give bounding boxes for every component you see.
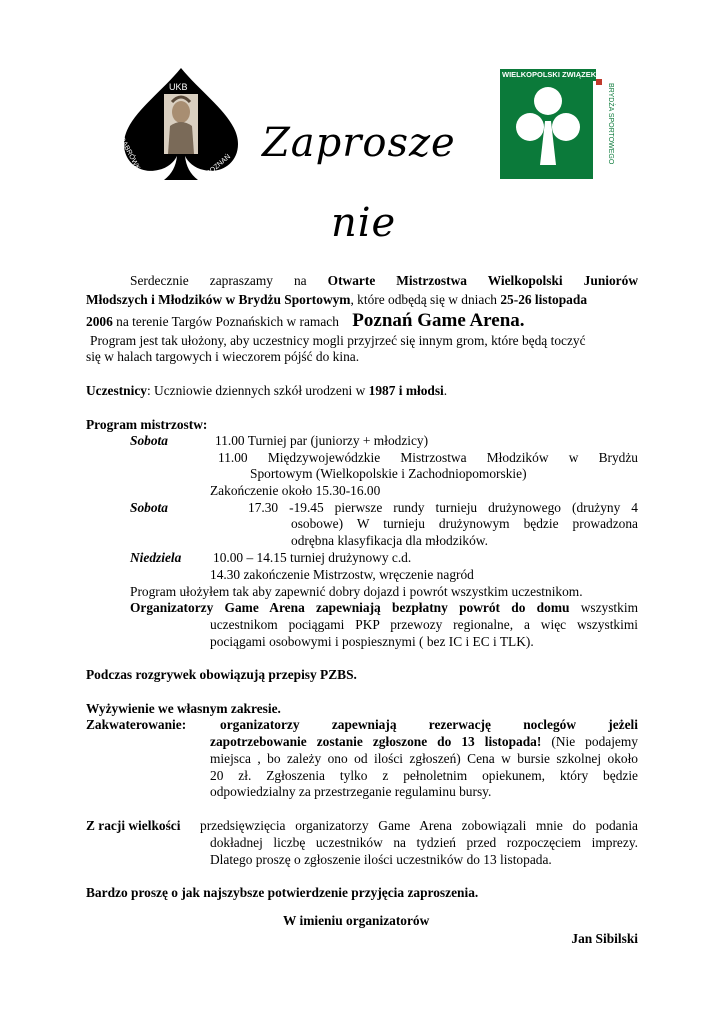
program-heading: Program mistrzostw: <box>86 417 208 432</box>
lodging-line-5: odpowiedzialny za przestrzeganie regulaminu bursy. <box>210 784 492 799</box>
ukb-logo-right-text: POZNAŃ <box>205 153 233 178</box>
program-day-2: Sobota <box>130 500 168 515</box>
scale-line-3: Dlatego proszę o zgłoszenie ilości uczestników do 13 listopada. <box>210 852 552 867</box>
lodging-line-4: 20 zł. Zgłoszenia tylko z pełnoletnim opiekunem, który będzie <box>210 768 638 783</box>
rules-line: Podczas rozgrywek obowiązują przepisy PZBS. <box>86 667 357 682</box>
lodging-line-3: miejsca , bo zależy ono od ilości zgłoszeń) Cena w bursie szkolnej około <box>210 751 638 766</box>
ukb-logo <box>118 66 244 182</box>
participants-line: Uczestnicy: Uczniowie dziennych szkół urodzeni w 1987 i młodsi. <box>86 383 448 398</box>
intro-line-4: Program jest tak ułożony, aby uczestnicy mogli przyjrzeć się innym grom, które będą toczyć <box>90 333 586 348</box>
wzbs-logo-side-text: BRYDŻA SPORTOWEGO <box>607 83 614 165</box>
request-line: Bardzo proszę o jak najszybsze potwierdzenie przyjęcia zaproszenia. <box>86 885 479 900</box>
intro-line-3: 2006 na terenie Targów Poznańskich w ramach Poznań Game Arena. <box>86 310 525 331</box>
title-line-2: nie <box>331 200 397 246</box>
intro-line-2: Młodszych i Młodzików w Brydżu Sportowym, które odbędą się w dniach 25-26 listopada <box>86 292 588 307</box>
program-event-4-line-2: osobowe) W turnieju drużynowym będzie prowadzona <box>291 516 638 531</box>
program-event-5: 10.00 – 14.15 turniej drużynowy c.d. <box>213 550 412 565</box>
program-event-2-line-2: Sportowym (Wielkopolskie i Zachodniopomorskie) <box>250 466 527 481</box>
program-event-3: Zakończenie około 15.30-16.00 <box>210 483 381 498</box>
program-event-2-line-1: 11.00 Międzywojewódzkie Mistrzostwa Młodzików w Brydżu <box>218 450 638 465</box>
program-event-4-line-1: 17.30 -19.45 pierwsze rundy turnieju drużynowego (drużyny 4 <box>248 500 638 515</box>
program-event-4-line-3: odrębna klasyfikacja dla młodzików. <box>291 533 488 548</box>
signoff-name: Jan Sibilski <box>571 931 638 946</box>
ukb-logo-left-text: DĄBRÓWKA <box>117 136 144 176</box>
ukb-logo-top-text: UKB <box>169 82 188 92</box>
scale-label: Z racji wielkości <box>86 818 181 833</box>
program-note-2-line-1: Organizatorzy Game Arena zapewniają bezpłatny powrót do domu wszystkim <box>130 600 638 615</box>
lodging-line-2: zapotrzebowanie zostanie zgłoszone do 13 listopada! (Nie podajemy <box>210 734 638 749</box>
lodging-label: Zakwaterowanie: <box>86 717 187 732</box>
program-day-3: Niedziela <box>130 550 182 565</box>
scale-line-2: dokładnej liczbę uczestników na tydzień przed rozpoczęciem imprezy. <box>210 835 638 850</box>
program-event-6: 14.30 zakończenie Mistrzostw, wręczenie nagród <box>210 567 474 582</box>
program-event-1: 11.00 Turniej par (juniorzy + młodzicy) <box>215 433 429 448</box>
lodging-line-1: organizatorzy zapewniają rezerwację noclegów jeżeli <box>220 717 638 732</box>
signoff-line: W imieniu organizatorów <box>283 913 430 928</box>
wzbs-logo <box>500 69 614 179</box>
club-icon <box>500 69 610 179</box>
wzbs-logo-top-text: WIELKOPOLSKI ZWIĄZEK <box>502 70 597 79</box>
intro-line-1: Serdecznie zapraszamy na Otwarte Mistrzostwa Wielkopolski Juniorów <box>130 273 638 288</box>
program-note-2-line-3: pociągami osobowymi i pospiesznymi ( bez IC i EC i TLK). <box>210 634 534 649</box>
scale-line-1: przedsięwzięcia organizatorzy Game Arena zobowiązali mnie do podania <box>200 818 638 833</box>
intro-line-5: się w halach targowych i wieczorem pójść do kina. <box>86 349 360 364</box>
food-line: Wyżywienie we własnym zakresie. <box>86 701 281 716</box>
program-note-2-line-2: uczestnikom pociągami PKP przewozy regionalne, a więc wszystkimi <box>210 617 638 632</box>
title-line-1: Zaprosze <box>262 120 456 166</box>
program-day-1: Sobota <box>130 433 168 448</box>
program-note-1: Program ułożyłem tak aby zapewnić dobry dojazd i powrót wszystkim uczestnikom. <box>130 584 583 599</box>
